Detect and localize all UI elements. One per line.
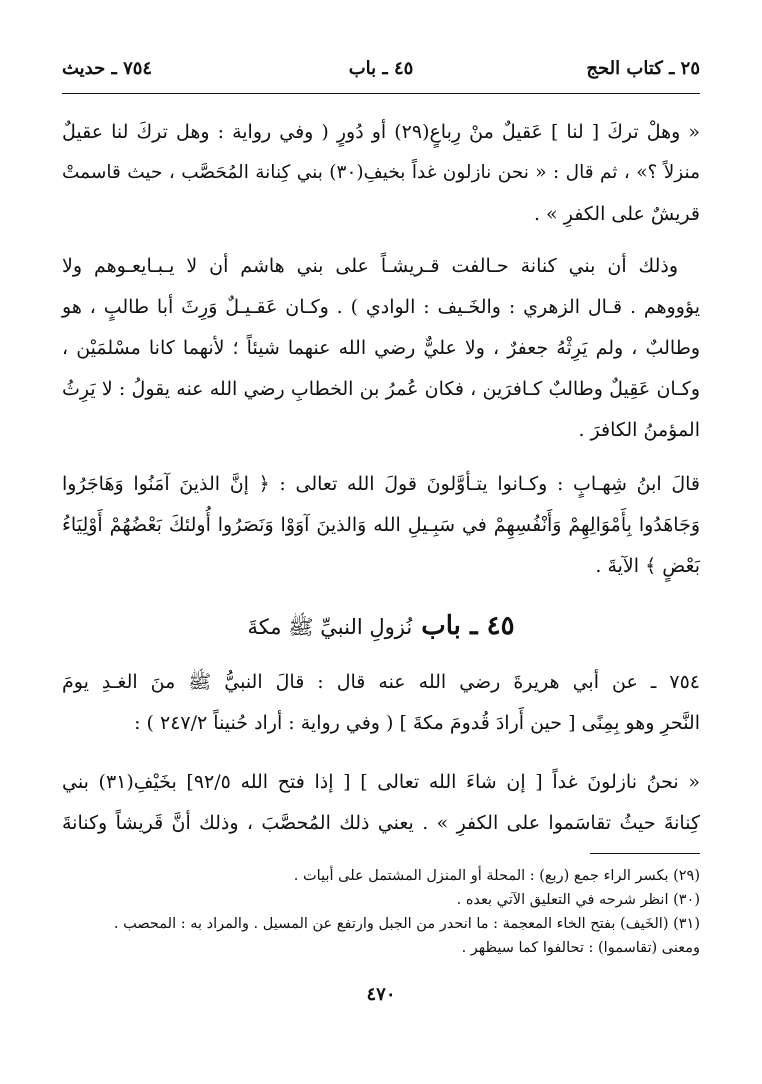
footnote-divider [590,853,700,854]
header-book-title: ٢٥ ـ كتاب الحج [586,58,700,79]
header-hadith-number: ٧٥٤ ـ حديث [62,58,153,79]
text-line: النَّحرِ وهو بِمِنًى [ حين أَرادَ قُدومَ مكةَ ] ( وفي رواية : أراد حُنيناً ٢٤٧/٢ ) : [134,712,700,734]
footnote-29: (٢٩) بكسر الراء جمع (ربع) : المحلة أو المنزل المشتمل على أبيات . [293,868,700,884]
footnote-31-continued: ومعنى (تقاسموا) : تحالفوا كما سيظهر . [461,940,700,956]
text-line: « وهلْ تركَ [ لنا ] عَقيلٌ منْ رِباعٍ(٢٩) أو دُورٍ ( وفي رواية : وهل تركَ لنا عقيلٌ [62,121,700,143]
chapter-number: ٤٥ ـ [469,611,515,641]
text-line: وطالبٌ ، ولم يَرِثْهُ جعفرٌ ، ولا عليٌّ رضي الله عنهما شيئاً ؛ لأنهما كانا مسْلمَيْن ، [62,337,700,359]
text-line: قالَ ابنُ شِهـابٍ : وكـانوا يتـأوَّلونَ قولَ الله تعالى : ﴿ إنَّ الذينَ آمَنُوا وَهَاجَرُوا [62,473,700,495]
page-number: ٤٧٠ [366,984,396,1005]
text-line: وذلك أن بني كنانة حـالفت قـريشـاً على بني هاشم أن لا يـبـايعـوهم ولا [62,255,678,277]
text-line: « نحنُ نازلونَ غداً [ إن شاءَ الله تعالى ] [ إذا فتح الله ٩٢/٥] بخَيْفِ(٣١) بني [62,771,700,793]
text-line: المؤمنُ الكافرَ . [578,419,700,441]
text-line: منزلاً ؟» ، ثم قال : « نحن نازلون غداً بخيفِ(٣٠) بني كِنانة المُحَصَّب ، حيث قاسمتْ [62,162,700,183]
text-line: كِنانةَ حيثُ تقاسَموا على الكفرِ » . يعني ذلك المُحصَّبَ ، وذلك أنَّ قَريشاً وكنانةَ [62,812,700,834]
text-line: بَعْضٍ ﴾ الآيةَ . [595,555,700,577]
chapter-word: باب [421,611,461,641]
text-line: وكـان عَقِيلٌ وطالبٌ كـافرَين ، فكان عُمرُ بن الخطابِ رضي الله عنه يقولُ : لا يَرِثُ [62,378,700,400]
text-line: قريشٌ على الكفرِ » . [533,203,700,225]
text-line: ٧٥٤ ـ عن أبي هريرةَ رضي الله عنه قال : قالَ النبيُّ ﷺ منَ الغـدِ يومَ [62,671,700,693]
text-line: وَجَاهَدُوا بِأَمْوَالِهِمْ وَأَنْفُسِهِمْ في سَبِـيلِ الله وَالذينَ آوَوْا وَنَصَرُوا أُولئكَ بَعْضُهُمْ أَوْلِيَاءُ [62,514,700,536]
chapter-heading [62,604,700,648]
running-header [62,58,700,92]
header-chapter: ٤٥ ـ باب [348,58,414,79]
chapter-title: نُزولِ النبيِّ ﷺ مكةَ [247,615,413,639]
header-divider [62,93,700,94]
footnote-30: (٣٠) انظر شرحه في التعليق الآتي بعده . [456,892,700,908]
footnote-31: (٣١) (الخَيف) بفتح الخاء المعجمة : ما انحدر من الجبل وارتفع عن المسيل . والمراد به : المحصب . [113,916,700,932]
text-line: يؤووهم . قـال الزهري : والخَـيف : الوادي ) . وكـان عَقـيـلٌ وَرِثَ أبا طالبٍ ، هو [62,296,700,318]
